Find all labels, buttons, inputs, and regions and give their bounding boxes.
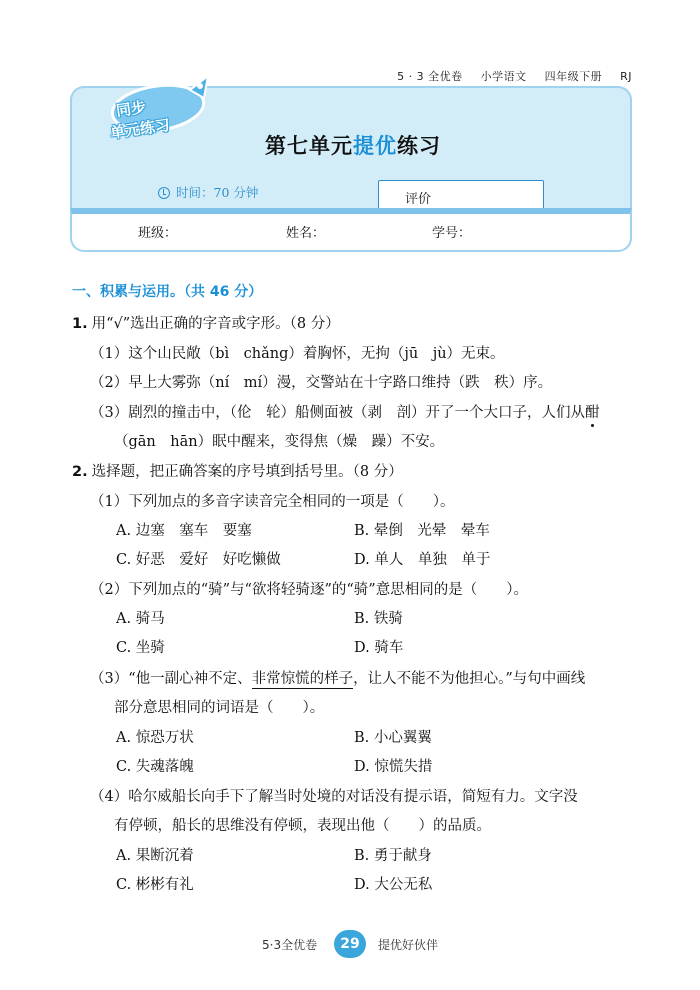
q2-sub3-stem-b: ，让人不能不为他担心。”与句中画线 [353,671,586,687]
time-info [158,183,258,201]
page-footer [0,930,700,958]
q2-sub2-stem: （2）下列加点的“骑”与“欲将轻骑逐”的“骑”意思相同的是（ ）。 [90,582,528,598]
class-field[interactable]: 班级： [138,226,178,241]
clock-icon [158,187,170,199]
header-card [70,66,632,252]
q2-sub2-option-d[interactable]: D. 骑车 [354,640,404,656]
q2-text: 选择题，把正确答案的序号填到括号里。（8 分） [91,464,403,480]
q2-sub2-option-c[interactable]: C. 坐骑 [116,640,165,656]
q1-item3-text: （3）剧烈的撞击中，（伦 轮）船侧面被（剥 剖）开了一个大口子，人们从 [90,405,585,421]
student-info-bar [70,208,632,252]
q2-sub1-option-d[interactable]: D. 单人 单独 单于 [354,552,491,568]
q2-sub4-stem: （4）哈尔威船长向手下了解当时处境的对话没有提示语，简短有力。文字没 [90,789,578,805]
q2-sub4-option-c[interactable]: C. 彬彬有礼 [116,877,194,893]
title-highlight: 提优 [353,134,397,158]
q2-sub3-option-a[interactable]: A. 惊恐万状 [116,730,194,746]
q2-sub3-option-b[interactable]: B. 小心翼翼 [354,730,432,746]
q2-sub2-option-b[interactable]: B. 铁骑 [354,611,403,627]
footer-series: 5·3全优卷 [262,938,318,952]
page-number: 29 [334,930,366,958]
q2-sub1-stem: （1）下列加点的多音字读音完全相同的一项是（ ）。 [90,494,455,510]
q2-sub3-stem-a: （3）“他一副心神不定、 [90,671,252,687]
title-panel [70,86,632,210]
underlined-phrase: 非常惊慌的样子 [251,671,354,687]
badge-line2: 单元练习 [109,115,172,143]
series-info [383,68,632,84]
q2-sub4-option-b[interactable]: B. 勇于献身 [354,848,432,864]
q1-item3-cont: （gān hān）眠中醒来，变得焦（燥 躁）不安。 [114,434,445,450]
q1-item3 [90,401,599,422]
q1-item2: （2）早上大雾弥（ní mí）漫，交警站在十字路口维持（跌 秩）序。 [90,375,553,391]
q2-sub1-option-a[interactable]: A. 边塞 塞车 要塞 [116,523,252,539]
badge-line1: 同步 [114,97,148,120]
page-title [72,130,634,160]
footer-slogan: 提优好伙伴 [378,938,439,952]
q1-text: 用“√”选出正确的字音或字形。（8 分） [91,316,340,332]
title-part1: 第七单元 [265,134,353,158]
q2-sub1-option-c[interactable]: C. 好恶 爱好 好吃懒做 [116,552,281,568]
subject-name: 小学语文 [480,70,527,83]
time-text: 时间：70 分钟 [176,185,259,200]
q2-sub3-stem [90,667,585,688]
q2-sub3-option-c[interactable]: C. 失魂落魄 [116,759,194,775]
q1-stem [72,312,340,333]
q2-sub4-option-a[interactable]: A. 果断沉着 [116,848,194,864]
evaluation-label: 评价 [405,192,432,207]
q2-sub3-stem-cont: 部分意思相同的词语是（ ）。 [114,700,325,716]
name-field[interactable]: 姓名： [286,226,326,241]
series-name: 5 · 3 全优卷 [397,70,463,83]
q2-sub4-stem-cont: 有停顿，船长的思维没有停顿，表现出他（ ）的品质。 [114,818,491,834]
section-heading: 一、积累与运用。（共 46 分） [72,284,263,300]
dotted-char: 酣 [585,401,600,422]
edition-name: RJ [620,70,632,83]
q2-sub2-option-a[interactable]: A. 骑马 [116,611,165,627]
title-part2: 练习 [397,134,441,158]
q2-sub1-option-b[interactable]: B. 晕倒 光晕 晕车 [354,523,490,539]
grade-name: 四年级下册 [544,70,603,83]
q1-number: 1. [72,316,88,332]
q2-number: 2. [72,464,88,480]
q2-sub3-option-d[interactable]: D. 惊慌失措 [354,759,433,775]
student-id-field[interactable]: 学号： [432,226,472,241]
q2-stem [72,460,403,481]
q1-item1: （1）这个山民敞（bì chǎng）着胸怀，无拘（jū jù）无束。 [90,346,505,362]
q2-sub4-option-d[interactable]: D. 大公无私 [354,877,433,893]
